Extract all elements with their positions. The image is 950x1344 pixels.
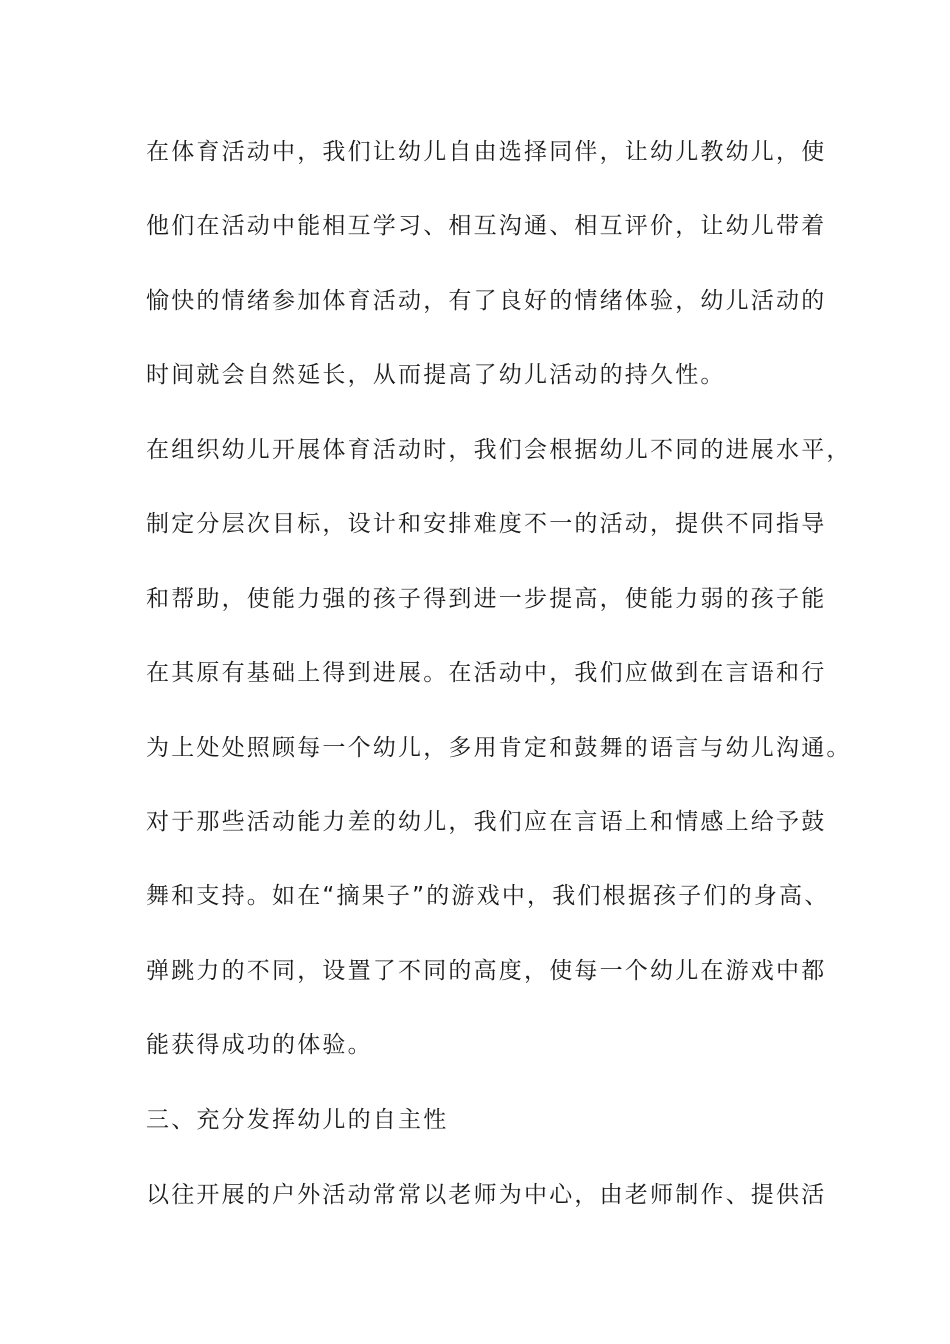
text-line-13: 能获得成功的体验。: [146, 1032, 373, 1058]
section-heading: 三、充分发挥幼儿的自主性: [146, 1107, 449, 1133]
text-line-1: 在体育活动中，我们让幼儿自由选择同伴，让幼儿教幼儿，使: [146, 139, 827, 165]
text-line-10: 对于那些活动能力差的幼儿，我们应在言语上和情感上给予鼓: [146, 809, 827, 835]
text-line-11: 舞和支持。如在“摘果子”的游戏中，我们根据孩子们的身高、: [146, 883, 830, 909]
text-line-3: 愉快的情绪参加体育活动，有了良好的情绪体验，幼儿活动的: [146, 288, 827, 314]
text-line-7: 和帮助，使能力强的孩子得到进一步提高，使能力弱的孩子能: [146, 586, 827, 612]
text-line-5: 在组织幼儿开展体育活动时，我们会根据幼儿不同的进展水平，: [146, 437, 852, 463]
text-line-12: 弹跳力的不同，设置了不同的高度，使每一个幼儿在游戏中都: [146, 958, 827, 984]
text-line-8: 在其原有基础上得到进展。在活动中，我们应做到在言语和行: [146, 660, 827, 686]
text-line-2: 他们在活动中能相互学习、相互沟通、相互评价，让幼儿带着: [146, 213, 827, 239]
text-line-6: 制定分层次目标，设计和安排难度不一的活动，提供不同指导: [146, 511, 827, 537]
text-line-4: 时间就会自然延长，从而提高了幼儿活动的持久性。: [146, 362, 726, 388]
text-line-9: 为上处处照顾每一个幼儿，多用肯定和鼓舞的语言与幼儿沟通。: [146, 735, 852, 761]
text-line-15: 以往开展的户外活动常常以老师为中心，由老师制作、提供活: [146, 1182, 827, 1208]
